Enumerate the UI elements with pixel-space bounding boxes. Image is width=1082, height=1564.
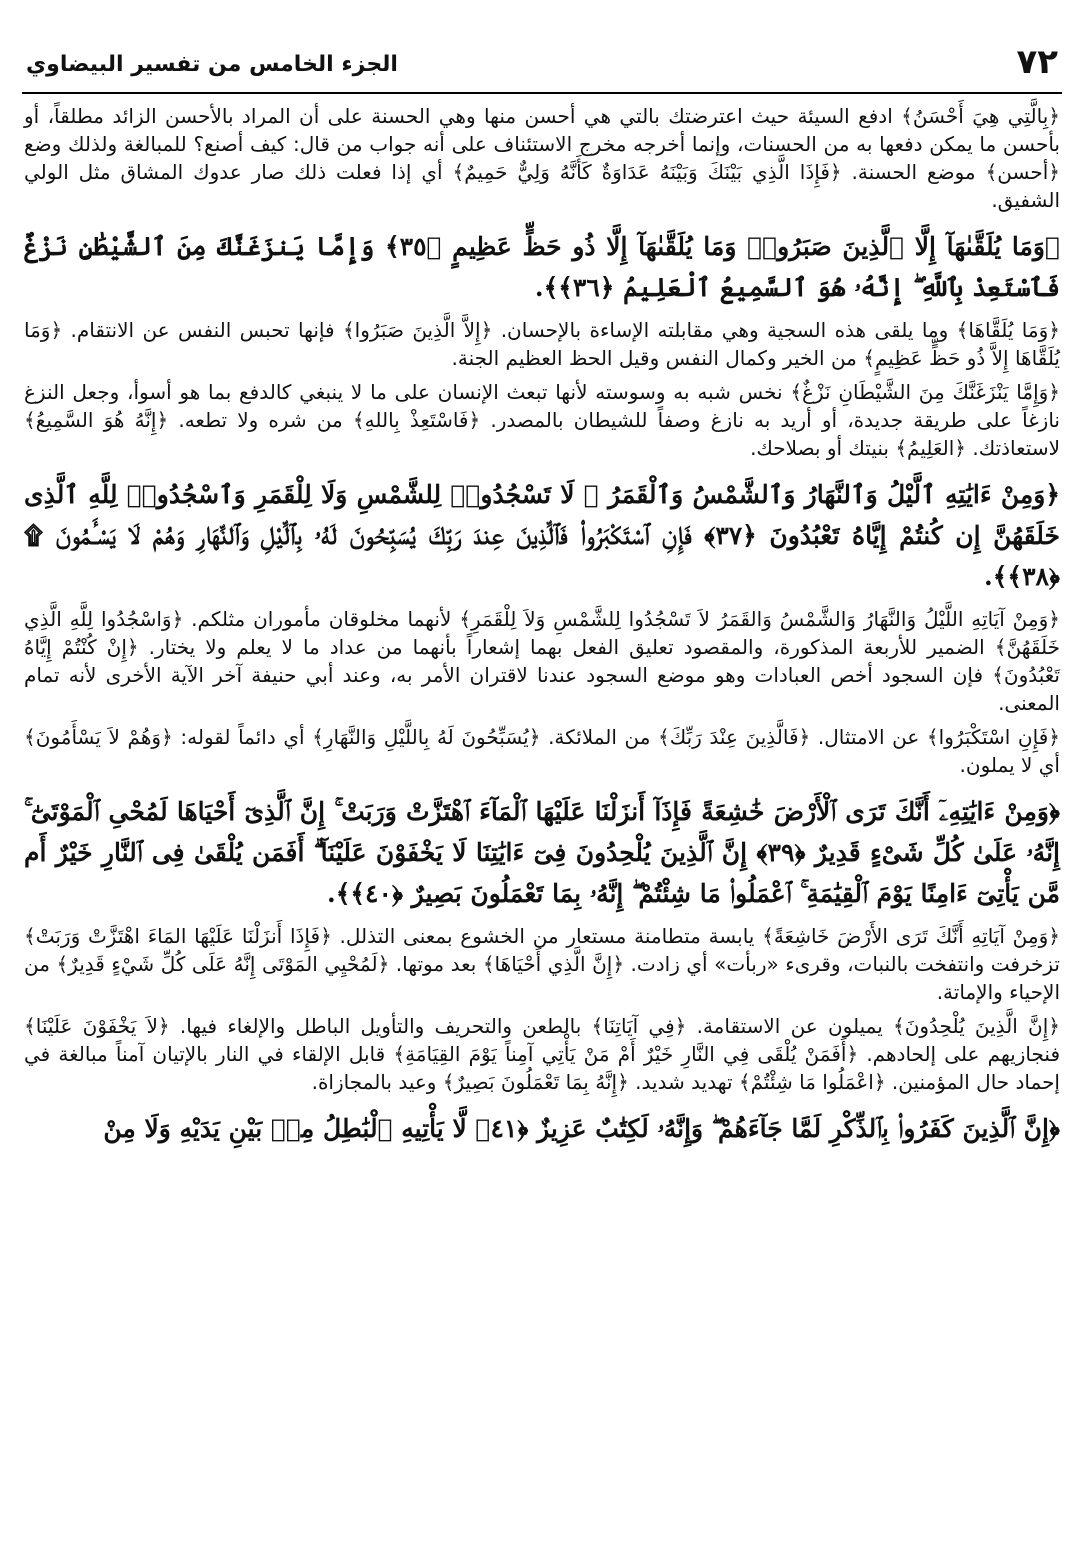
book-page	[22, 0, 1062, 1564]
commentary-paragraph: ﴿إِنَّ الَّذِينَ يُلْحِدُونَ﴾ يميلون عن الاستقامة. ﴿فِي آيَاتِنَا﴾ بالطعن والتحريف والتأويل الباطل والإلغاء فيها. ﴿لاَ يَخْفَوْنَ عَلَيْنَا﴾ فنجازيهم على إلحادهم. ﴿أَفَمَنْ يُلْقَى فِي النَّارِ خَيْرٌ أَمْ مَنْ يَأْتِي آمِناً يَوْمَ القِيَامَةِ﴾ قابل الإلقاء في النار بالإتيان آمناً مبالغة في إحماد حال المؤمنين. ﴿اعْمَلُوا مَا شِئْتُمْ﴾ تهديد شديد. ﴿إِنَّهُ بِمَا تَعْمَلُونَ بَصِيرٌ﴾ وعيد بالمجازاة.	[24, 1014, 1060, 1094]
commentary-paragraph: ﴿فَإِنِ اسْتَكْبَرُوا﴾ عن الامتثال. ﴿فَالَّذِينَ عِنْدَ رَبِّكَ﴾ من الملائكة. ﴿يُسَبِّحُونَ لَهُ بِاللَّيْلِ وَالنَّهَارِ﴾ أي دائماً لقوله: ﴿وَهُمْ لاَ يَسْأَمُونَ﴾ أي لا يملون.	[24, 725, 1060, 777]
header-rule	[22, 92, 1062, 94]
commentary-paragraph: ﴿وَمِنْ آيَاتِهِ اللَّيْلُ وَالنَّهَارُ وَالشَّمْسُ وَالقَمَرُ لاَ تَسْجُدُوا لِلشَّمْسِ وَلاَ لِلْقَمَرِ﴾ لأنهما مخلوقان مأموران مثلكم. ﴿وَاسْجُدُوا لِلَّهِ الَّذِي خَلَقَهُنَّ﴾ الضمير للأربعة المذكورة، والمقصود تعليق الفعل بهما إشعاراً بأنهما من عداد ما لا يعلم ولا يختار. ﴿إِنْ كُنْتُمْ إِيَّاهُ تَعْبُدُونَ﴾ فإن السجود أخص العبادات وهو موضع السجود عندنا لاقتران الأمر به، وعند أبي حنيفة آخر الآية الأخرى لأنه تمام المعنى.	[24, 607, 1060, 715]
page-number: ٧٢	[1016, 42, 1058, 82]
page-header	[22, 0, 1062, 96]
commentary-paragraph: ﴿وَمِنْ آيَاتِهِ أَنَّكَ تَرَى الأَرْضَ خَاشِعَةً﴾ يابسة متطامنة مستعار من الخشوع بمعنى التذلل. ﴿فَإِذَا أَنزَلْنَا عَلَيْهَا المَاءَ اهْتَزَّتْ وَرَبَتْ﴾ تزخرفت وانتفخت بالنبات، وقرىء «ربأت» أي زادت. ﴿إِنَّ الَّذِي أَحْيَاهَا﴾ بعد موتها. ﴿لَمُحْيِي المَوْتَى إِنَّهُ عَلَى كُلِّ شَيْءٍ قَدِيرٌ﴾ من الإحياء والإماتة.	[24, 924, 1060, 1004]
quran-verse-block: ﴿إِنَّ ٱلَّذِينَ كَفَرُوا۟ بِٱلذِّكْرِ لَمَّا جَآءَهُمْ ۖ وَإِنَّهُۥ لَكِتَٰبٌ عَزِيزٌ ﴿٤١﴾ لَّا يَأْتِيهِ ٱلْبَٰطِلُ مِنۢ بَيْنِ يَدَيْهِ وَلَا مِنْ	[103, 1114, 1060, 1143]
running-head: الجزء الخامس من تفسير البيضاوي	[26, 52, 398, 77]
quran-verse-block: ﴿وَمِنْ ءَايَٰتِهِ ٱلَّيْلُ وَٱلنَّهَارُ وَٱلشَّمْسُ وَٱلْقَمَرُ ۚ لَا تَسْجُدُوا۟ لِلشَّمْسِ وَلَا لِلْقَمَرِ وَٱسْجُدُوا۟ لِلَّهِ ٱلَّذِى خَلَقَهُنَّ إِن كُنتُمْ إِيَّاهُ تَعْبُدُونَ ﴿٣٧﴾ فَإِنِ ٱسْتَكْبَرُوا۟ فَٱلَّذِينَ عِندَ رَبِّكَ يُسَبِّحُونَ لَهُۥ بِٱلَّيْلِ وَٱلنَّهَارِ وَهُمْ لَا يَسْـَٔمُونَ ۩ ﴿٣٨﴾﴾.	[24, 480, 1060, 591]
commentary-paragraph: ﴿بِالَّتِي هِيَ أَحْسَنُ﴾ ادفع السيئة حيث اعترضتك بالتي هي أحسن منها وهي الحسنة على أن المراد بالأحسن الزائد مطلقاً، أو بأحسن ما يمكن دفعها به من الحسنات، وإنما أخرجه مخرج الاستئناف على أنه جواب من قال: كيف أصنع؟ للمبالغة ولذلك وضع ﴿أحسن﴾ موضع الحسنة. ﴿فَإِذَا الَّذِي بَيْنَكَ وَبَيْنَهُ عَدَاوَةٌ كَأَنَّهُ وَلِيٌّ حَمِيمٌ﴾ أي إذا فعلت ذلك صار عدوك المشاق مثل الولي الشفيق.	[24, 104, 1060, 212]
commentary-paragraph: ﴿وَمَا يُلَقَّاهَا﴾ وما يلقى هذه السجية وهي مقابلته الإساءة بالإحسان. ﴿إِلاَّ الَّذِينَ صَبَرُوا﴾ فإنها تحبس النفس عن الانتقام. ﴿وَمَا يُلَقَّاهَا إِلاَّ ذُو حَظٍّ عَظِيمٍ﴾ من الخير وكمال النفس وقيل الحظ العظيم الجنة.	[24, 318, 1060, 370]
quran-verse-block: ﴿وَمَا يُلَقَّىٰهَآ إِلَّا ٱلَّذِينَ صَبَرُوا۟ وَمَا يُلَقَّىٰهَآ إِلَّا ذُو حَظٍّ عَظِيمٍ ﴿٣٥﴾ وَإِمَّا يَنزَغَنَّكَ مِنَ ٱلشَّيْطَٰنِ نَزْغٌ فَٱسْتَعِذْ بِٱللَّهِ ۖ إِنَّهُۥ هُوَ ٱلسَّمِيعُ ٱلْعَلِيمُ ﴿٣٦﴾﴾.	[24, 232, 1060, 302]
quran-verse-block: ﴿وَمِنْ ءَايَٰتِهِۦٓ أَنَّكَ تَرَى ٱلْأَرْضَ خَٰشِعَةً فَإِذَآ أَنزَلْنَا عَلَيْهَا ٱلْمَآءَ ٱهْتَزَّتْ وَرَبَتْ ۚ إِنَّ ٱلَّذِىٓ أَحْيَاهَا لَمُحْىِ ٱلْمَوْتَىٰٓ ۚ إِنَّهُۥ عَلَىٰ كُلِّ شَىْءٍ قَدِيرٌ ﴿٣٩﴾ إِنَّ ٱلَّذِينَ يُلْحِدُونَ فِىٓ ءَايَٰتِنَا لَا يَخْفَوْنَ عَلَيْنَآ ۗ أَفَمَن يُلْقَىٰ فِى ٱلنَّارِ خَيْرٌ أَم مَّن يَأْتِىٓ ءَامِنًا يَوْمَ ٱلْقِيَٰمَةِ ۚ ٱعْمَلُوا۟ مَا شِئْتُمْ ۖ إِنَّهُۥ بِمَا تَعْمَلُونَ بَصِيرٌ ﴿٤٠﴾﴾.	[24, 797, 1060, 908]
commentary-paragraph: ﴿وَإِمَّا يَنْزَغَنَّكَ مِنَ الشَّيْطَانِ نَزْغٌ﴾ نخس شبه به وسوسته لأنها تبعث الإنسان على ما لا ينبغي كالدفع بما هو أسوأ، وجعل النزغ نازغاً على طريقة جديدة، أو أريد به نازغ وصفاً للشيطان بالمصدر. ﴿فَاسْتَعِذْ بِاللهِ﴾ من شره ولا تطعه. ﴿إِنَّهُ هُوَ السَّمِيعُ﴾ لاستعاذتك. ﴿العَلِيمُ﴾ بنيتك أو بصلاحك.	[24, 380, 1060, 460]
